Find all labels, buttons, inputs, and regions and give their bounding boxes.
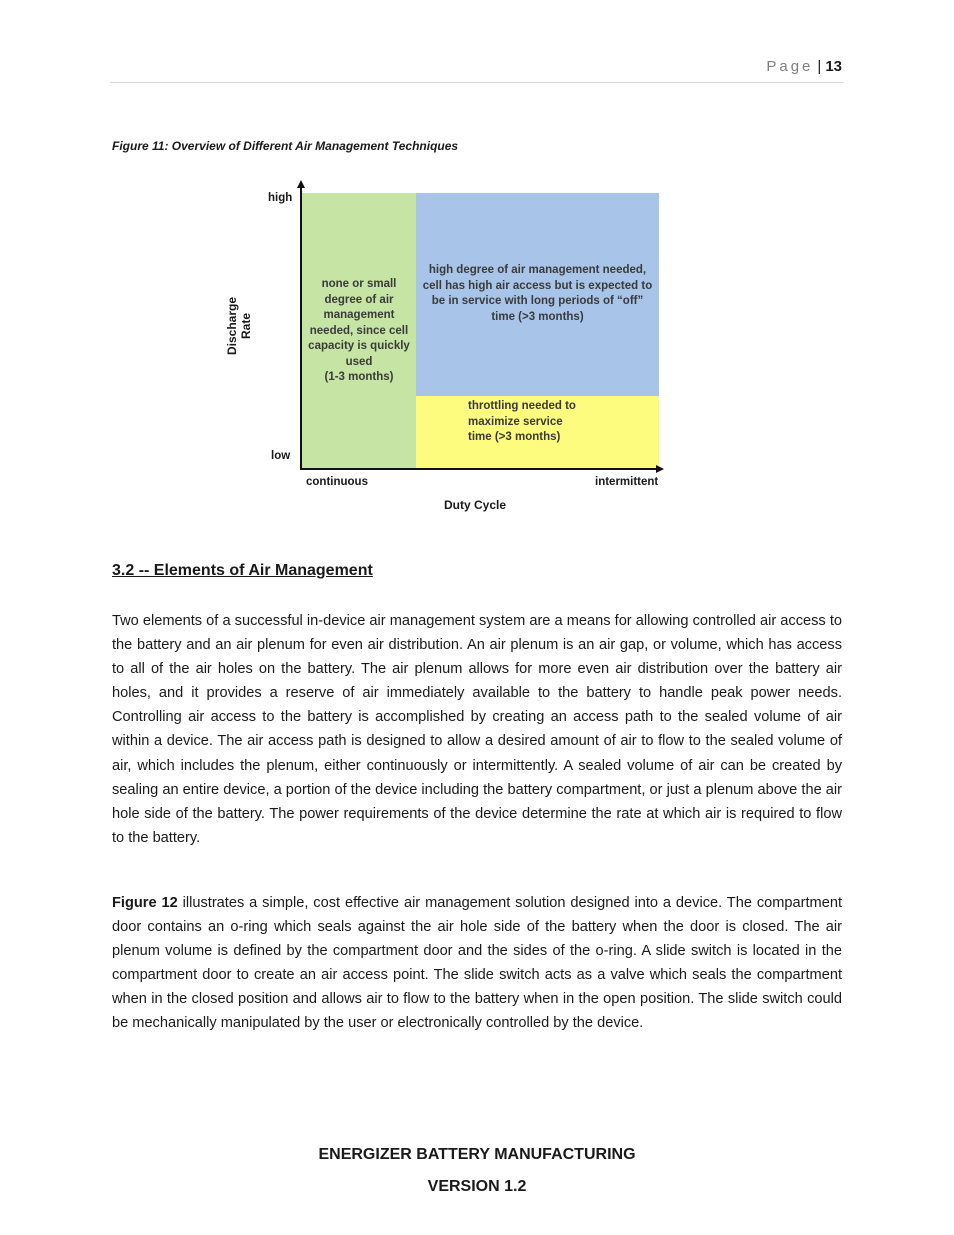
body-paragraph-2: [112, 891, 842, 1036]
cell-continuous: [302, 193, 416, 469]
cell-line: (1-3 months): [324, 371, 394, 383]
cell-line: management: [323, 309, 395, 321]
page-number-value: 13: [825, 58, 842, 75]
y-axis-line: [300, 186, 302, 469]
figure-reference: Figure 12: [112, 895, 178, 911]
cell-line: degree of air: [324, 293, 394, 306]
cell-line: needed, since cell: [309, 324, 409, 337]
figure-caption: Figure 11: Overview of Different Air Management Techniques: [112, 139, 459, 153]
cell-line: high degree of air management needed,: [428, 264, 647, 276]
x-axis-line: [300, 468, 658, 470]
y-axis-high-label: high: [268, 192, 293, 204]
cell-line: throttling needed to: [468, 400, 576, 412]
cell-line: be in service with long periods of “off”: [431, 295, 644, 307]
x-axis-arrow-icon: [656, 465, 664, 473]
cell-line: used: [345, 355, 373, 368]
page-label: Page: [766, 58, 814, 75]
footer-version: VERSION 1.2: [427, 1178, 527, 1195]
section-heading: 3.2 -- Elements of Air Management: [112, 562, 373, 579]
cell-intermittent-high-text: [423, 263, 652, 325]
cell-intermittent-low-text: [468, 399, 576, 446]
cell-continuous-text: [308, 277, 410, 386]
cell-line: cell has high air access but is expected to: [422, 279, 653, 292]
y-axis-low-label: low: [271, 450, 291, 462]
x-axis-left-label: continuous: [306, 476, 368, 488]
body-paragraph-2-text: illustrates a simple, cost effective air management solution designed into a device. The compartment door contains an o-ring which seals against the air hole side of the battery when the door is closed. The air plenum volume is defined by the compartment door and the sides of the o-ring. A slide switch is located in the compartment door to create an air access point. The slide switch acts as a valve which seals the compartment when in the closed position and allows air to flow to the battery when in the open position. The slide switch could be mechanically manipulated by the user or electronically controlled by the device.: [112, 895, 842, 1032]
body-paragraph-1: Two elements of a successful in-device air management system are a means for allowing controlled air access to the battery and an air plenum for even air distribution. An air plenum is an air gap, or volume, which has access to all of the air holes on the battery. The air plenum allows for more even air distribution over the battery air holes, and it provides a reserve of air immediately available to the battery to handle peak power needs. Controlling air access to the battery is accomplished by creating an access path to the sealed volume of air within a device. The air access path is designed to allow a desired amount of air to flow to the sealed volume of air, which includes the plenum, either continuously or intermittently. A sealed volume of air can be created by sealing an entire device, a portion of the device including the battery compartment, or just a plenum above the air hole side of the battery. The power requirements of the device determine the rate at which air is required to flow to the battery.: [112, 613, 842, 846]
y-axis-title: Discharge Rate: [225, 296, 253, 356]
cell-line: time (>3 months): [491, 310, 584, 323]
figure-diagram: [0, 0, 954, 530]
footer-company: ENERGIZER BATTERY MANUFACTURING: [318, 1146, 636, 1163]
cell-intermittent-high: [416, 193, 659, 396]
y-axis-arrow-icon: [297, 180, 305, 188]
cell-line: none or small: [321, 278, 397, 290]
cell-intermittent-low: [416, 396, 659, 469]
cell-line: maximize service: [468, 415, 563, 428]
cell-line: capacity is quickly: [308, 340, 410, 352]
page-separator: |: [817, 58, 822, 75]
cell-line: time (>3 months): [468, 431, 561, 443]
x-axis-title: Duty Cycle: [443, 498, 507, 512]
x-axis-right-label: intermittent: [595, 476, 659, 488]
